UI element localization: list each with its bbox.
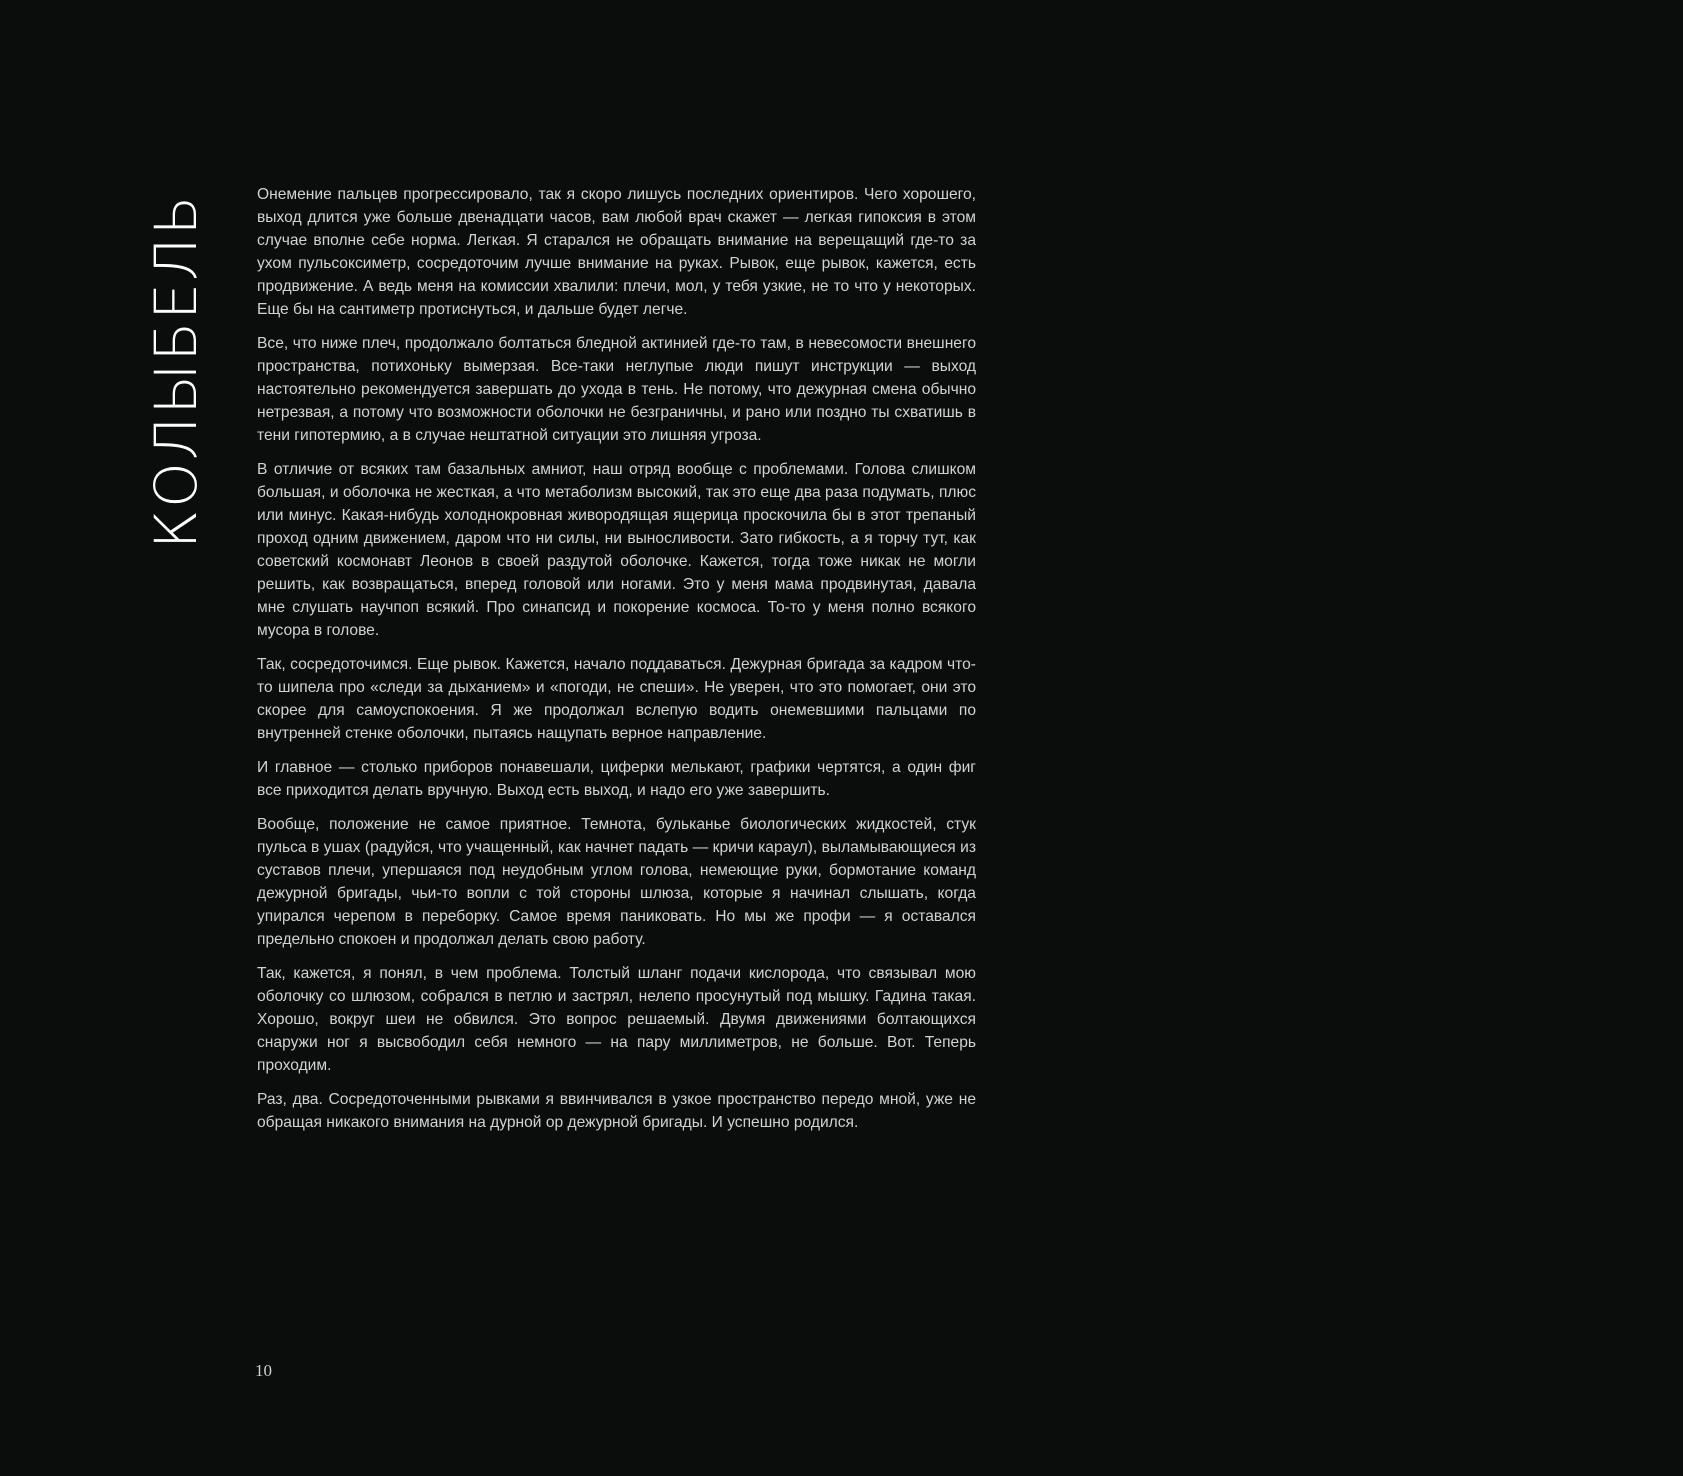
paragraph: Раз, два. Сосредоточенными рывками я ввинчивался в узкое пространство передо мной, уже не обращая никакого внимания на дурной ор дежурной бригады. И успешно родился. [257, 1091, 976, 1131]
paragraph: В отличие от всяких там базальных амниот, наш отряд вообще с проблемами. Голова слишком большая, и оболочка не жесткая, а что метаболизм высокий, так это еще два раза подумать, плюс или минус. Какая-нибудь холоднокровная живородящая ящерица проскочила бы в этот трепаный проход одним движением, даром что ни силы, ни выносливости. Зато гибкость, а я торчу тут, как советский космонавт Леонов в своей раздутой оболочке. Кажется, тогда тоже никак не могли решить, как возвращаться, вперед головой или ногами. Это у меня мама продвинутая, давала мне слушать научпоп всякий. Про синапсид и покорение космоса. То-то у меня полно всякого мусора в голове. [257, 461, 976, 639]
body-text [257, 183, 976, 1145]
paragraph: Так, кажется, я понял, в чем проблема. Толстый шланг подачи кислорода, что связывал мою оболочку со шлюзом, собрался в петлю и застрял, нелепо просунутый под мышку. Гадина такая. Хорошо, вокруг шеи не обвился. Это вопрос решаемый. Двумя движениями болтающихся снаружи ног я высвободил себя немного — на пару миллиметров, не больше. Вот. Теперь проходим. [257, 965, 976, 1074]
page-number: 10 [255, 1361, 272, 1380]
paragraph: Онемение пальцев прогрессировало, так я скоро лишусь последних ориентиров. Чего хорошего, выход длится уже больше двенадцати часов, вам любой врач скажет — легкая гипоксия в этом случае вполне себе норма. Легкая. Я старался не обращать внимание на верещащий где-то за ухом пульсоксиметр, сосредоточим лучше внимание на руках. Рывок, еще рывок, кажется, есть продвижение. А ведь меня на комиссии хвалили: плечи, мол, у тебя узкие, не то что у некоторых. Еще бы на сантиметр протиснуться, и дальше будет легче. [257, 186, 976, 318]
paragraph: Все, что ниже плеч, продолжало болтаться бледной актинией где-то там, в невесомости внешнего пространства, потихоньку вымерзая. Все-таки неглупые люди пишут инструкции — выход настоятельно рекомендуется завершать до ухода в тень. Не потому, что дежурная смена обычно нетрезвая, а потому что возможности оболочки не безграничны, и рано или поздно ты схватишь в тени гипотермию, а в случае нештатной ситуации это лишняя угроза. [257, 335, 976, 444]
paragraph: И главное — столько приборов понавешали, циферки мелькают, графики чертятся, а один фиг все приходится делать вручную. Выход есть выход, и надо его уже завершить. [257, 759, 976, 799]
paragraph: Вообще, положение не самое приятное. Темнота, бульканье биологических жидкостей, стук пульса в ушах (радуйся, что учащенный, как начнет падать — кричи караул), выламывающиеся из суставов плечи, упершаяся под неудобным углом голова, немеющие руки, бормотание команд дежурной бригады, чьи-то вопли с той стороны шлюза, которые я начинал слышать, когда упирался черепом в переборку. Самое время паниковать. Но мы же профи — я оставался предельно спокоен и продолжал делать свою работу. [257, 816, 976, 948]
paragraph: Так, сосредоточимся. Еще рывок. Кажется, начало поддаваться. Дежурная бригада за кадром что-то шипела про «следи за дыханием» и «погоди, не спеши». Не уверен, что это помогает, они это скорее для самоуспокоения. Я же продолжал вслепую водить онемевшими пальцами по внутренней стенке оболочки, пытаясь нащупать верное направление. [257, 656, 976, 742]
chapter-title-text: КОЛЫБЕЛЬ [142, 193, 210, 549]
chapter-title [142, 189, 210, 549]
